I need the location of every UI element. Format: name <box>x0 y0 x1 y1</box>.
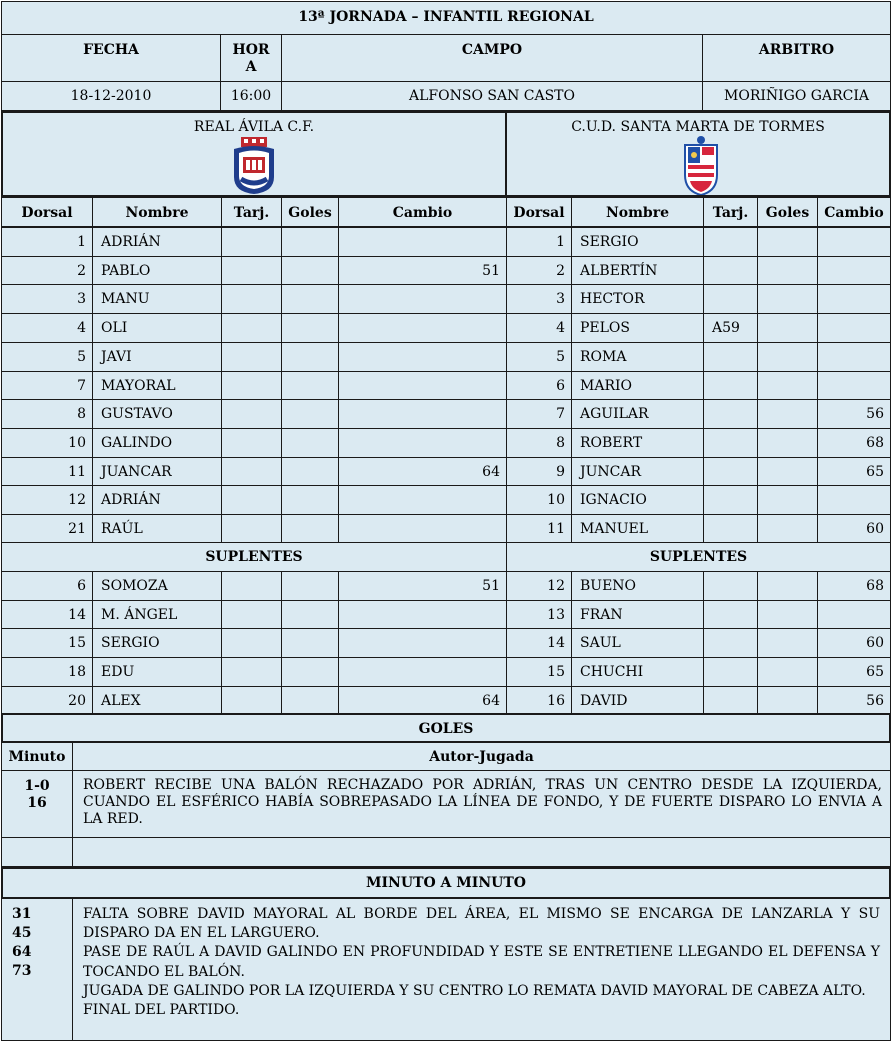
home-player-goles <box>281 342 339 372</box>
away-player-goles <box>757 313 818 343</box>
home-player-nombre: GALINDO <box>92 428 222 458</box>
hora-value: 16:00 <box>220 81 282 111</box>
home-sub-goles <box>281 628 339 658</box>
goal-minute: 16 <box>27 795 47 811</box>
home-player-tarj <box>221 371 282 401</box>
home-player-tarj <box>221 284 282 314</box>
away-sub-nombre: SAUL <box>571 628 704 658</box>
goal-empty-minute <box>1 837 73 867</box>
minute-item: 45 <box>12 925 32 941</box>
away-sub-tarj <box>703 600 758 630</box>
minute-item: 31 <box>12 906 32 922</box>
away-sub-goles <box>757 686 818 716</box>
home-sub-cambio: 64 <box>338 686 507 716</box>
home-player-tarj <box>221 227 282 257</box>
away-sub-cambio: 68 <box>817 571 891 601</box>
away-player-cambio <box>817 256 891 286</box>
goal-description: ROBERT RECIBE UNA BALÓN RECHAZADO POR ADRIÁN, TRAS UN CENTRO DESDE LA IZQUIERDA, CUANDO EL ESFÉRICO HABÍA SOBREPASADO LA LÍNEA DE FONDO, Y DE FUERTE DISPARO LO ENVIA A LA RED. <box>72 770 891 838</box>
away-player-cambio <box>817 485 891 515</box>
away-player-goles <box>757 371 818 401</box>
away-player-goles <box>757 256 818 286</box>
away-player-tarj: A59 <box>703 313 758 343</box>
away-player-cambio: 56 <box>817 399 891 429</box>
home-sub-tarj <box>221 657 282 687</box>
home-player-cambio: 51 <box>338 256 507 286</box>
away-sub-nombre: DAVID <box>571 686 704 716</box>
away-sub-cambio <box>817 600 891 630</box>
home-player-tarj <box>221 256 282 286</box>
hora-label-line2: A <box>245 59 257 75</box>
home-player-dorsal: 3 <box>1 284 93 314</box>
home-player-dorsal: 5 <box>1 342 93 372</box>
home-player-dorsal: 1 <box>1 227 93 257</box>
home-sub-goles <box>281 571 339 601</box>
away-player-goles <box>757 428 818 458</box>
away-team-crest-icon <box>682 135 720 197</box>
campo-value: ALFONSO SAN CASTO <box>281 81 703 111</box>
minute-line: PASE DE RAÚL A DAVID GALINDO EN PROFUNDIDAD Y ESTE SE ENTRETIENE LLEGANDO EL DEFENSA Y TOCANDO EL BALÓN. <box>83 944 880 980</box>
hora-label-line1: HOR <box>232 42 270 58</box>
hora-label <box>220 34 282 82</box>
home-player-tarj <box>221 313 282 343</box>
home-player-cambio <box>338 428 507 458</box>
away-player-nombre: PELOS <box>571 313 704 343</box>
home-sub-dorsal: 14 <box>1 600 93 630</box>
away-player-tarj <box>703 256 758 286</box>
home-player-cambio: 64 <box>338 457 507 487</box>
away-sub-goles <box>757 657 818 687</box>
away-player-dorsal: 8 <box>506 428 572 458</box>
away-player-dorsal: 11 <box>506 514 572 544</box>
home-sub-nombre: ALEX <box>92 686 222 716</box>
away-player-dorsal: 1 <box>506 227 572 257</box>
away-col-nombre: Nombre <box>571 197 704 227</box>
away-sub-tarj <box>703 657 758 687</box>
away-player-cambio <box>817 227 891 257</box>
home-player-cambio <box>338 371 507 401</box>
home-player-goles <box>281 485 339 515</box>
away-player-nombre: JUNCAR <box>571 457 704 487</box>
home-player-goles <box>281 428 339 458</box>
home-player-cambio <box>338 284 507 314</box>
away-player-goles <box>757 342 818 372</box>
away-player-goles <box>757 399 818 429</box>
home-sub-nombre: EDU <box>92 657 222 687</box>
away-player-tarj <box>703 371 758 401</box>
home-player-nombre: JAVI <box>92 342 222 372</box>
minute-line: FINAL DEL PARTIDO. <box>83 1002 240 1019</box>
fecha-label: FECHA <box>1 34 221 82</box>
away-sub-goles <box>757 571 818 601</box>
away-player-nombre: SERGIO <box>571 227 704 257</box>
away-player-nombre: IGNACIO <box>571 485 704 515</box>
match-report <box>1 1 891 1041</box>
home-player-tarj <box>221 342 282 372</box>
home-player-goles <box>281 457 339 487</box>
away-col-tarj: Tarj. <box>703 197 758 227</box>
home-col-tarj: Tarj. <box>221 197 282 227</box>
home-player-cambio <box>338 514 507 544</box>
home-sub-cambio <box>338 628 507 658</box>
away-player-dorsal: 10 <box>506 485 572 515</box>
home-player-goles <box>281 227 339 257</box>
away-player-dorsal: 6 <box>506 371 572 401</box>
home-sub-goles <box>281 600 339 630</box>
minuto-lines-cell <box>72 898 891 1041</box>
away-sub-nombre: FRAN <box>571 600 704 630</box>
home-sub-nombre: M. ÁNGEL <box>92 600 222 630</box>
away-sub-nombre: BUENO <box>571 571 704 601</box>
away-player-goles <box>757 485 818 515</box>
away-sub-nombre: CHUCHI <box>571 657 704 687</box>
goal-score: 1-0 <box>24 778 50 794</box>
away-player-goles <box>757 227 818 257</box>
home-col-nombre: Nombre <box>92 197 222 227</box>
minuto-title: MINUTO A MINUTO <box>1 867 891 899</box>
home-player-dorsal: 11 <box>1 457 93 487</box>
goles-autor-header: Autor-Jugada <box>72 742 891 771</box>
away-player-goles <box>757 284 818 314</box>
home-player-nombre: MAYORAL <box>92 371 222 401</box>
minute-line: FALTA SOBRE DAVID MAYORAL AL BORDE DEL ÁREA, EL MISMO SE ENCARGA DE LANZARLA Y SU DISPARO DA EN EL LARGUERO. <box>83 906 880 942</box>
home-sub-tarj <box>221 628 282 658</box>
away-player-dorsal: 4 <box>506 313 572 343</box>
away-col-cambio: Cambio <box>817 197 891 227</box>
away-player-goles <box>757 457 818 487</box>
minute-item: 73 <box>12 963 32 979</box>
home-player-nombre: OLI <box>92 313 222 343</box>
away-sub-goles <box>757 600 818 630</box>
home-player-cambio <box>338 399 507 429</box>
away-player-dorsal: 7 <box>506 399 572 429</box>
away-player-cambio: 68 <box>817 428 891 458</box>
home-player-dorsal: 7 <box>1 371 93 401</box>
home-sub-tarj <box>221 600 282 630</box>
home-player-nombre: RAÚL <box>92 514 222 544</box>
away-sub-goles <box>757 628 818 658</box>
away-player-tarj <box>703 485 758 515</box>
home-player-goles <box>281 399 339 429</box>
home-player-goles <box>281 256 339 286</box>
home-col-cambio: Cambio <box>338 197 507 227</box>
report-title: 13ª JORNADA – INFANTIL REGIONAL <box>1 1 891 35</box>
home-player-cambio <box>338 485 507 515</box>
away-player-nombre: ROMA <box>571 342 704 372</box>
home-sub-nombre: SERGIO <box>92 628 222 658</box>
home-sub-dorsal: 15 <box>1 628 93 658</box>
home-sub-goles <box>281 657 339 687</box>
home-sub-cambio: 51 <box>338 571 507 601</box>
home-player-tarj <box>221 485 282 515</box>
home-player-dorsal: 8 <box>1 399 93 429</box>
home-col-goles: Goles <box>281 197 339 227</box>
arbitro-value: MORIÑIGO GARCIA <box>702 81 891 111</box>
away-player-tarj <box>703 284 758 314</box>
home-sub-dorsal: 6 <box>1 571 93 601</box>
away-player-cambio <box>817 342 891 372</box>
home-player-goles <box>281 514 339 544</box>
home-player-goles <box>281 371 339 401</box>
home-player-dorsal: 10 <box>1 428 93 458</box>
away-player-nombre: HECTOR <box>571 284 704 314</box>
home-player-dorsal: 21 <box>1 514 93 544</box>
away-player-nombre: ALBERTÍN <box>571 256 704 286</box>
home-team-name: REAL ÁVILA C.F. <box>193 119 315 135</box>
away-sub-cambio: 65 <box>817 657 891 687</box>
home-player-goles <box>281 313 339 343</box>
away-player-cambio: 65 <box>817 457 891 487</box>
away-sub-cambio: 60 <box>817 628 891 658</box>
minuto-minutes-cell <box>1 898 73 1041</box>
away-player-cambio: 60 <box>817 514 891 544</box>
away-team-name: C.U.D. SANTA MARTA DE TORMES <box>571 119 825 135</box>
home-player-goles <box>281 284 339 314</box>
away-player-tarj <box>703 227 758 257</box>
home-player-nombre: JUANCAR <box>92 457 222 487</box>
away-sub-tarj <box>703 571 758 601</box>
away-sub-tarj <box>703 686 758 716</box>
home-team-crest-icon <box>229 137 279 195</box>
away-player-tarj <box>703 457 758 487</box>
home-player-tarj <box>221 514 282 544</box>
arbitro-label: ARBITRO <box>702 34 891 82</box>
fecha-value: 18-12-2010 <box>1 81 221 111</box>
minute-line: JUGADA DE GALINDO POR LA IZQUIERDA Y SU CENTRO LO REMATA DAVID MAYORAL DE CABEZA ALTO. <box>83 982 866 999</box>
home-player-dorsal: 2 <box>1 256 93 286</box>
home-player-dorsal: 12 <box>1 485 93 515</box>
away-sub-dorsal: 15 <box>506 657 572 687</box>
away-sub-cambio: 56 <box>817 686 891 716</box>
away-player-nombre: MARIO <box>571 371 704 401</box>
away-sub-dorsal: 16 <box>506 686 572 716</box>
away-player-tarj <box>703 514 758 544</box>
away-player-nombre: MANUEL <box>571 514 704 544</box>
home-sub-nombre: SOMOZA <box>92 571 222 601</box>
home-player-tarj <box>221 428 282 458</box>
away-player-dorsal: 3 <box>506 284 572 314</box>
away-player-tarj <box>703 342 758 372</box>
goles-title: GOLES <box>1 713 891 743</box>
home-player-nombre: GUSTAVO <box>92 399 222 429</box>
goal-empty-description <box>72 837 891 867</box>
away-sub-dorsal: 13 <box>506 600 572 630</box>
home-team-header <box>1 111 507 197</box>
home-sub-dorsal: 20 <box>1 686 93 716</box>
away-player-dorsal: 5 <box>506 342 572 372</box>
away-player-dorsal: 9 <box>506 457 572 487</box>
home-sub-tarj <box>221 571 282 601</box>
home-player-cambio <box>338 313 507 343</box>
away-col-dorsal: Dorsal <box>506 197 572 227</box>
home-player-cambio <box>338 227 507 257</box>
home-player-nombre: ADRIÁN <box>92 227 222 257</box>
away-player-cambio <box>817 313 891 343</box>
home-player-nombre: MANU <box>92 284 222 314</box>
home-player-dorsal: 4 <box>1 313 93 343</box>
goles-minuto-header: Minuto <box>1 742 73 771</box>
home-sub-cambio <box>338 657 507 687</box>
home-player-nombre: ADRIÁN <box>92 485 222 515</box>
minute-item: 64 <box>12 944 32 960</box>
away-player-tarj <box>703 428 758 458</box>
away-player-tarj <box>703 399 758 429</box>
home-col-dorsal: Dorsal <box>1 197 93 227</box>
away-player-dorsal: 2 <box>506 256 572 286</box>
home-player-nombre: PABLO <box>92 256 222 286</box>
away-sub-dorsal: 12 <box>506 571 572 601</box>
home-player-tarj <box>221 457 282 487</box>
away-col-goles: Goles <box>757 197 818 227</box>
away-player-cambio <box>817 284 891 314</box>
away-player-cambio <box>817 371 891 401</box>
home-sub-tarj <box>221 686 282 716</box>
campo-label: CAMPO <box>281 34 703 82</box>
away-player-nombre: AGUILAR <box>571 399 704 429</box>
away-suplentes-header: SUPLENTES <box>506 542 891 572</box>
away-sub-dorsal: 14 <box>506 628 572 658</box>
away-sub-tarj <box>703 628 758 658</box>
away-team-header <box>505 111 891 197</box>
away-player-goles <box>757 514 818 544</box>
goal-minute-cell <box>1 770 73 838</box>
home-suplentes-header: SUPLENTES <box>1 542 507 572</box>
home-sub-goles <box>281 686 339 716</box>
home-sub-dorsal: 18 <box>1 657 93 687</box>
home-player-tarj <box>221 399 282 429</box>
home-sub-cambio <box>338 600 507 630</box>
home-player-cambio <box>338 342 507 372</box>
away-player-nombre: ROBERT <box>571 428 704 458</box>
